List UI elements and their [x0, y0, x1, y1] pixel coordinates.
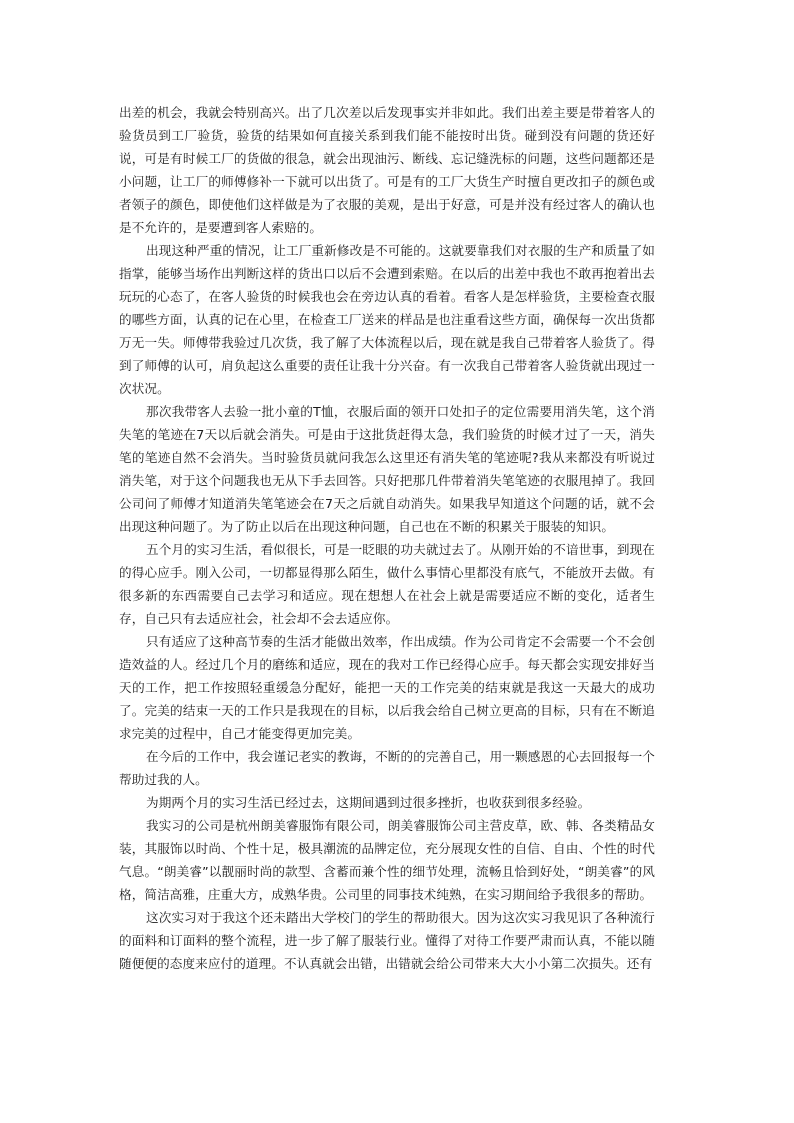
paragraph-7: 为期两个月的实习生活已经过去，这期间遇到过很多挫折，也收获到很多经验。: [146, 795, 591, 810]
paragraph-2: 出现这种严重的情况，让工厂重新修改是不可能的。这就要靠我们对衣服的生产和质量了如指掌，能够当场作出判断这样的货出口以后不会遭到索赔。在以后的出差中我也不敢再抱着出去玩玩的心态了，在客人验货的时候我也会在旁边认真的看着。看客人是怎样验货，主要检查衣服的哪些方面，认真的记在心里，在检查工厂送来的样品是也注重看这些方面，确保每一次出货都万无一失。师傅带我验过几次货，我了解了大体流程以后，现在就是我自己带着客人验货了。得到了师傅的认可，肩负起这么重要的责任让我十分兴奋。有一次我自己带着客人验货就出现过一次状况。: [119, 243, 655, 396]
paragraph-4: 五个月的实习生活，看似很长，可是一眨眼的功夫就过去了。从刚开始的不谙世事，到现在的得心应手。刚入公司，一切都显得那么陌生，做什么事情心里都没有底气，不能放开去做。有很多新的东西需要自己去学习和适应。现在想想人在社会上就是需要适应不断的变化，适者生存，自己只有去适应社会，社会却不会去适应你。: [119, 542, 655, 626]
paragraph-9: 这次实习对于我这个还未踏出大学校门的学生的帮助很大。因为这次实习我见识了各种流行的面料和订面料的整个流程，进一步了解了服装行业。懂得了对待工作要严肃而认真，不能以随随便便的态度来应付的道理。不认真就会出错，出错就会给公司带来大大小小第二次损失。还有: [119, 910, 655, 971]
paragraph-1: 出差的机会，我就会特别高兴。出了几次差以后发现事实并非如此。我们出差主要是带着客人的验货员到工厂验货，验货的结果如何直接关系到我们能不能按时出货。碰到没有问题的货还好说，可是有时候工厂的货做的很急，就会出现油污、断线、忘记缝洗标的问题，这些问题都还是小问题，让工厂的师傅修补一下就可以出货了。可是有的工厂大货生产时擅自更改扣子的颜色或者领子的颜色，即使他们这样做是为了衣服的美观，是出于好意，可是并没有经过客人的确认也是不允许的，是要遭到客人索赔的。: [119, 105, 655, 235]
paragraph-8: 我实习的公司是杭州朗美睿服饰有限公司，朗美睿服饰公司主营皮草，欧、韩、各类精品女装，其服饰以时尚、个性十足，极具潮流的品牌定位，充分展现女性的自信、自由、个性的时代气息。“朗美睿”以靓丽时尚的款型、含蓄而兼个性的细节处理，流畅且恰到好处，“朗美睿”的风格，简洁高雅，庄重大方，成熟华贵。公司里的同事技术纯熟，在实习期间给予我很多的帮助。: [119, 818, 655, 902]
paragraph-6: 在今后的工作中，我会谨记老实的教诲，不断的的完善自己，用一颗感恩的心去回报每一个帮助过我的人。: [119, 749, 655, 787]
document-body: [119, 101, 655, 975]
paragraph-3: 那次我带客人去验一批小童的T恤，衣服后面的领开口处扣子的定位需要用消失笔，这个消失笔的笔迹在7天以后就会消失。可是由于这批货赶得太急，我们验货的时候才过了一天，消失笔的笔迹自然不会消失。当时验货员就问我怎么这里还有消失笔的笔迹呢?我从来都没有听说过消失笔，对于这个问题我也无从下手去回答。只好把那几件带着消失笔笔迹的衣服甩掉了。我回公司问了师傅才知道消失笔笔迹会在7天之后就自动消失。如果我早知道这个问题的话，就不会出现这种问题了。为了防止以后在出现这种问题，自己也在不断的积累关于服装的知识。: [119, 404, 655, 534]
paragraph-5: 只有适应了这种高节奏的生活才能做出效率，作出成绩。作为公司肯定不会需要一个不会创造效益的人。经过几个月的磨练和适应，现在的我对工作已经得心应手。每天都会实现安排好当天的工作，把工作按照轻重缓急分配好，能把一天的工作完美的结束就是我这一天最大的成功了。完美的结束一天的工作只是我现在的目标，以后我会给自己树立更高的目标，只有在不断追求完美的过程中，自己才能变得更加完美。: [119, 634, 655, 741]
